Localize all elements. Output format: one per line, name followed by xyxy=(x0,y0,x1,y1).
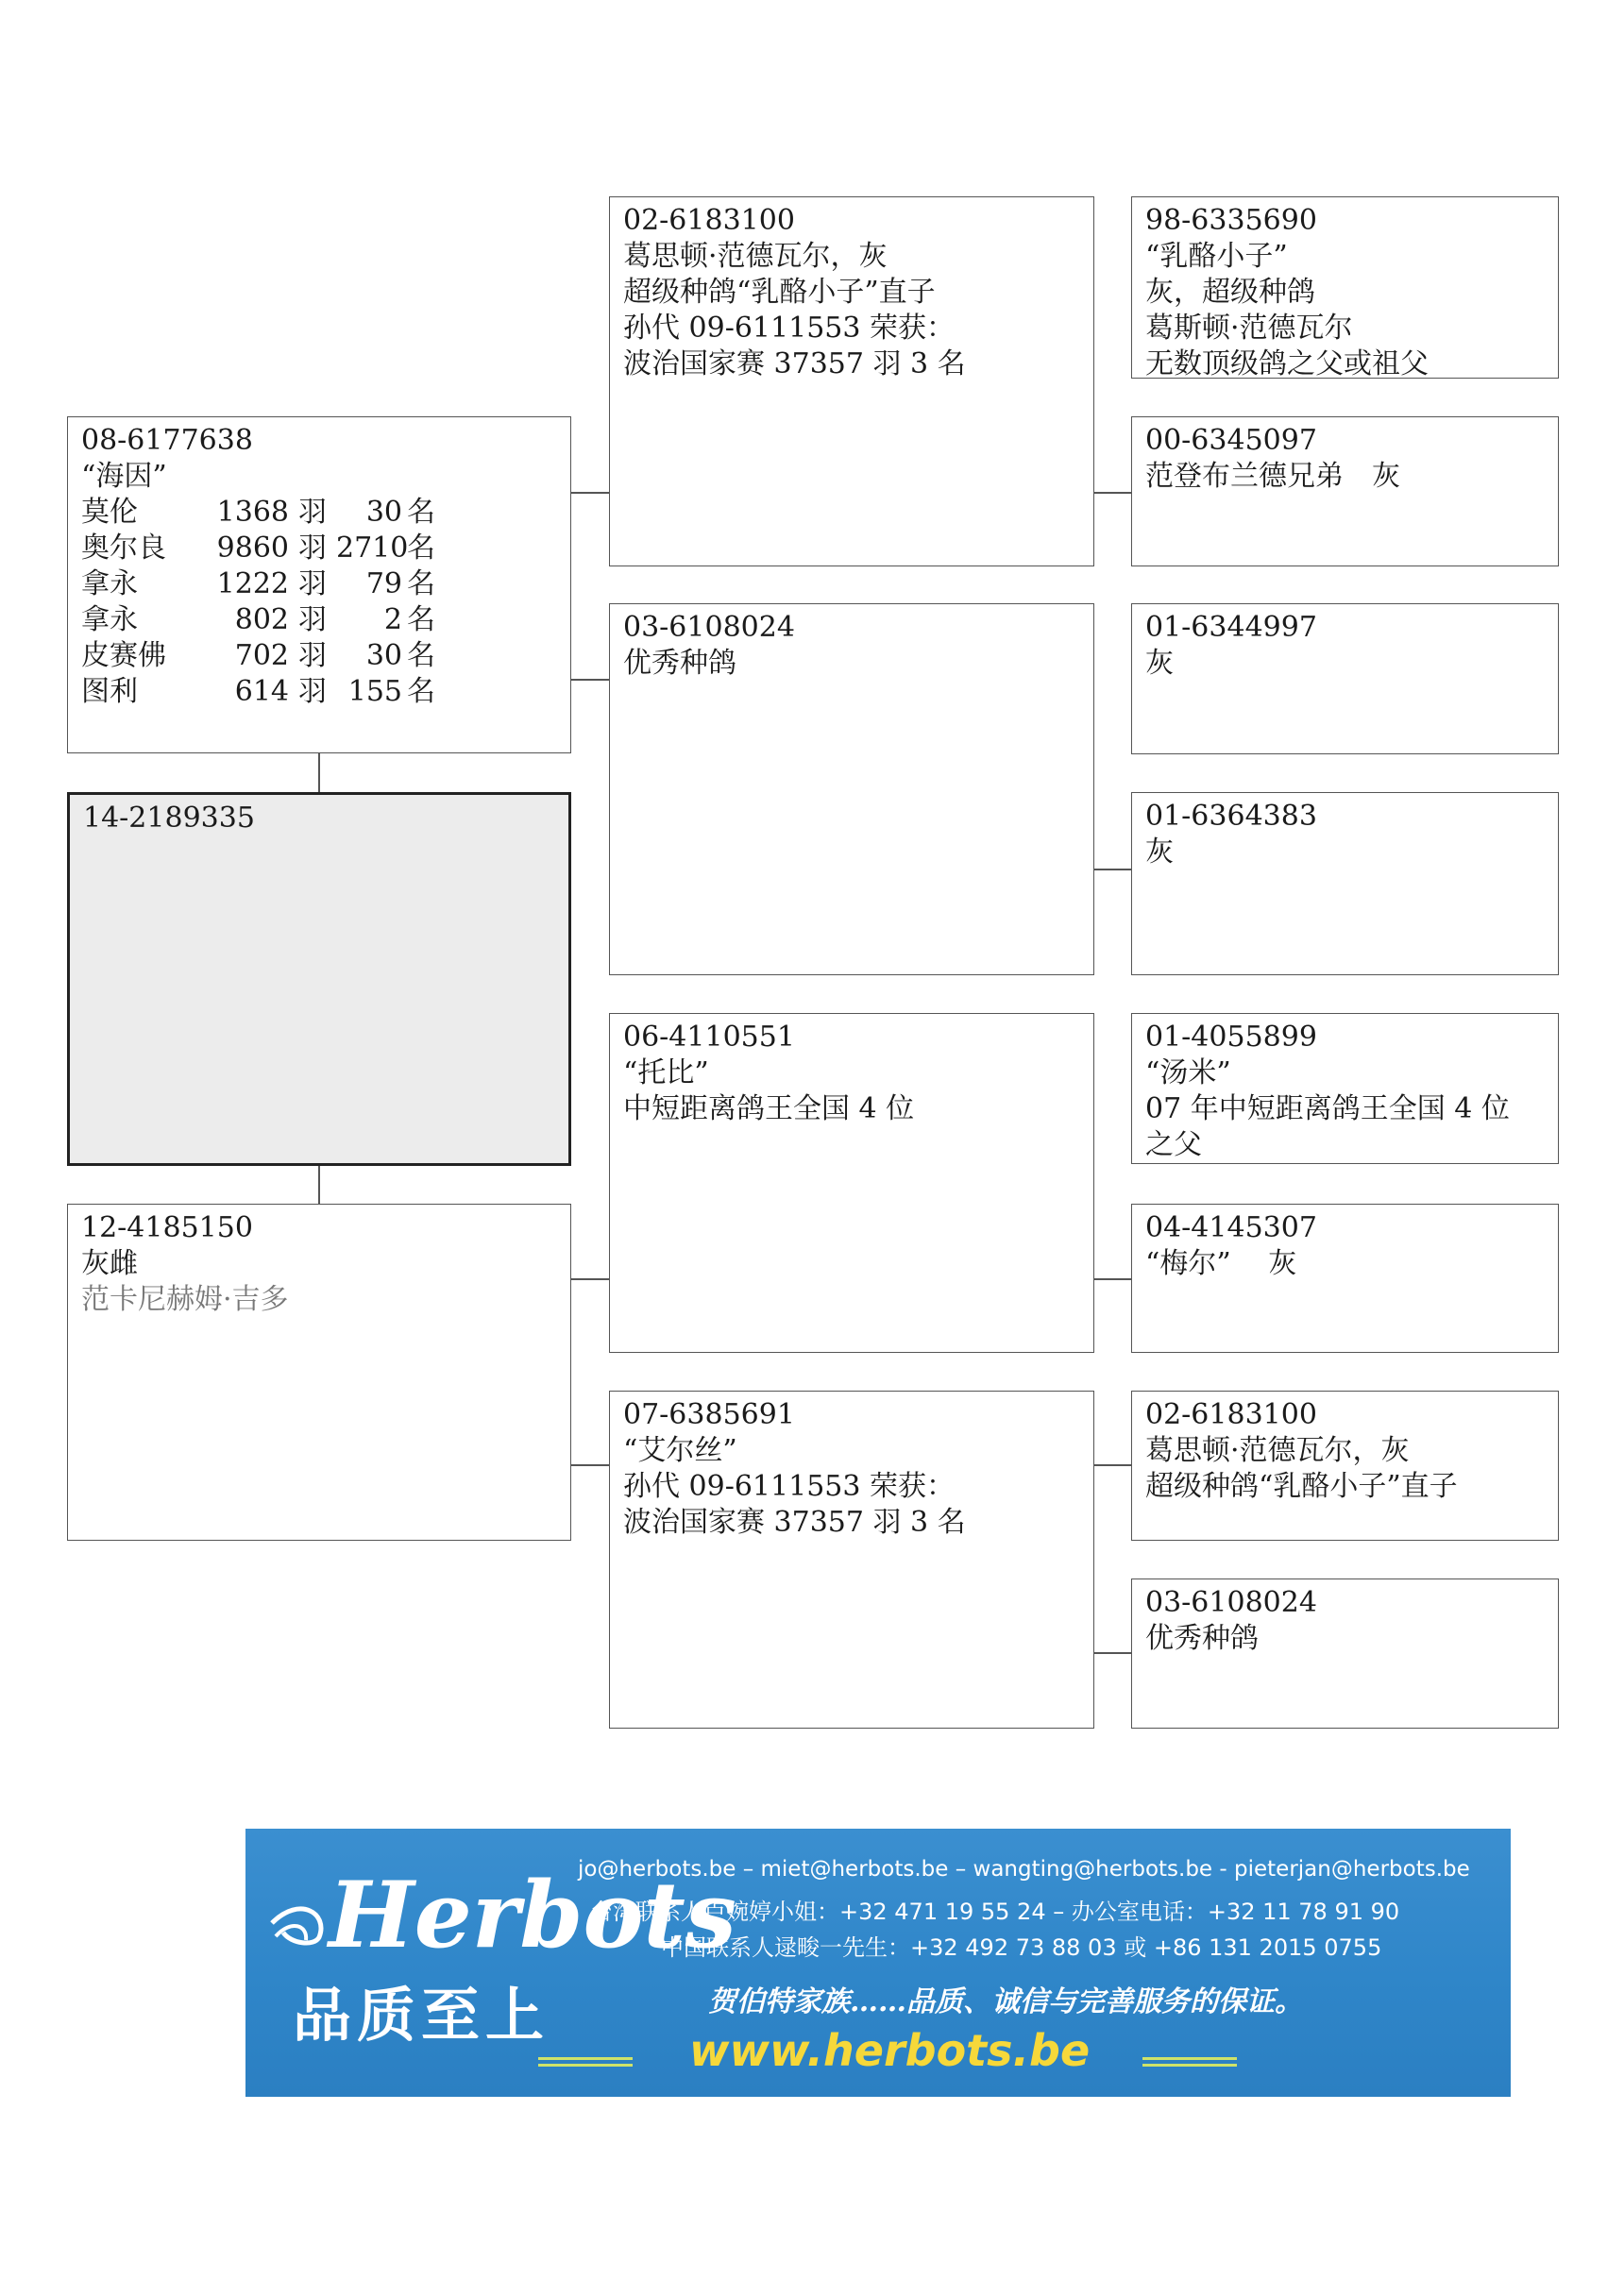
connector-gen2-horizontal xyxy=(1094,492,1131,494)
result-suffix: 名 xyxy=(407,496,435,529)
sire-sire-line: 波治国家赛 37357 羽 3 名 xyxy=(623,347,966,380)
dam-sire-line: “托比” xyxy=(623,1056,709,1089)
ddd-card xyxy=(1131,1578,1559,1729)
connector-dam-horizontal xyxy=(571,1464,609,1466)
dam-dam-line: 波治国家赛 37357 羽 3 名 xyxy=(623,1506,966,1539)
result-birds: 702 xyxy=(234,639,289,672)
result-birds: 802 xyxy=(234,603,289,636)
sire-name: “海因” xyxy=(81,460,167,493)
result-rank: 79 xyxy=(365,567,402,600)
sds-card xyxy=(1131,603,1559,754)
result-place: 奥尔良 xyxy=(81,532,166,565)
taiwan-contact: 台湾联系人卢婉婷小姐：+32 471 19 55 24 – 办公室电话：+32 11 78 91 90 xyxy=(590,1899,1400,1925)
contact-emails: jo@herbots.be – miet@herbots.be – wangting@herbots.be - pieterjan@herbots.be xyxy=(578,1857,1470,1882)
connector-gen2-horizontal xyxy=(1094,1278,1131,1280)
sire-sire-card xyxy=(609,196,1094,566)
sire-sire-line: 孙代 09-6111553 荣获： xyxy=(623,312,955,345)
sdd-line: 灰 xyxy=(1145,836,1174,869)
result-rank: 155 xyxy=(347,675,402,708)
tagline: 贺伯特家族……品质、诚信与完善服务的保证。 xyxy=(708,1985,1303,2018)
sire-card xyxy=(67,416,571,753)
dam-card xyxy=(67,1204,571,1541)
result-unit: 羽 xyxy=(298,532,327,565)
result-rank: 30 xyxy=(365,496,402,529)
sdd-card xyxy=(1131,792,1559,975)
sire-dam-card xyxy=(609,603,1094,975)
dss-card xyxy=(1131,1013,1559,1164)
result-rank: 30 xyxy=(365,639,402,672)
connector-subject-dam xyxy=(318,1166,320,1204)
result-place: 拿永 xyxy=(81,567,138,600)
connector-gen2-horizontal xyxy=(1094,1652,1131,1654)
subject-card xyxy=(67,792,571,1166)
dam-sire-card xyxy=(609,1013,1094,1353)
sss-line: “乳酪小子” xyxy=(1145,240,1288,273)
result-suffix: 名 xyxy=(407,567,435,600)
dam-dam-line: 孙代 09-6111553 荣获： xyxy=(623,1470,955,1503)
dam-sire-line: 中短距离鸽王全国 4 位 xyxy=(623,1092,915,1125)
sire-sire-line: 超级种鸽“乳酪小子”直子 xyxy=(623,276,936,309)
connector-sire-horizontal xyxy=(571,492,609,494)
decorative-lines-right xyxy=(1142,2057,1237,2067)
connector-subject-sire xyxy=(318,753,320,792)
dss-line: 07 年中短距离鸽王全国 4 位 xyxy=(1145,1092,1510,1125)
ddd-ring: 03-6108024 xyxy=(1145,1586,1317,1619)
sss-line: 葛斯顿·范德瓦尔 xyxy=(1145,312,1353,345)
sire-dam-ring: 03-6108024 xyxy=(623,611,795,644)
subject-ring: 14-2189335 xyxy=(83,802,255,835)
china-contact: 中国联系人逯畯一先生：+32 492 73 88 03 或 +86 131 2015 0755 xyxy=(661,1934,1382,1961)
website-link[interactable]: www.herbots.be xyxy=(689,2025,1091,2076)
result-rank: 2 xyxy=(383,603,402,636)
result-unit: 羽 xyxy=(298,567,327,600)
connector-dam-horizontal xyxy=(571,1278,609,1280)
dds-ring: 02-6183100 xyxy=(1145,1398,1317,1431)
ssd-card xyxy=(1131,416,1559,566)
dam-breeder: 范卡尼赫姆·吉多 xyxy=(81,1283,289,1316)
sire-sire-ring: 02-6183100 xyxy=(623,204,795,237)
result-birds: 614 xyxy=(234,675,289,708)
result-place: 拿永 xyxy=(81,603,138,636)
result-suffix: 名 xyxy=(407,675,435,708)
result-suffix: 名 xyxy=(407,532,435,565)
sire-results xyxy=(81,495,557,710)
result-unit: 羽 xyxy=(298,639,327,672)
dss-line: “汤米” xyxy=(1145,1056,1231,1089)
result-place: 图利 xyxy=(81,675,138,708)
logo-text: Herbots xyxy=(329,1862,736,1968)
dam-color-sex: 灰雌 xyxy=(81,1247,138,1280)
dam-dam-line: “艾尔丝” xyxy=(623,1434,737,1467)
result-suffix: 名 xyxy=(407,603,435,636)
dss-line: 之父 xyxy=(1145,1128,1202,1161)
result-unit: 羽 xyxy=(298,675,327,708)
sss-line: 无数顶级鸽之父或祖父 xyxy=(1145,347,1429,380)
result-unit: 羽 xyxy=(298,496,327,529)
result-unit: 羽 xyxy=(298,603,327,636)
dsd-ring: 04-4145307 xyxy=(1145,1211,1317,1244)
herbots-banner xyxy=(245,1829,1511,2097)
brand-slogan: 品质至上 xyxy=(293,1981,550,2050)
result-suffix: 名 xyxy=(407,639,435,672)
dsd-line: “梅尔” 灰 xyxy=(1145,1247,1297,1280)
sire-ring: 08-6177638 xyxy=(81,424,253,457)
connector-gen2-horizontal xyxy=(1094,1464,1131,1466)
dam-sire-ring: 06-4110551 xyxy=(623,1021,795,1054)
result-birds: 1222 xyxy=(216,567,289,600)
ddd-line: 优秀种鸽 xyxy=(1145,1622,1259,1655)
dds-line: 超级种鸽“乳酪小子”直子 xyxy=(1145,1470,1458,1503)
dds-card xyxy=(1131,1391,1559,1541)
result-birds: 1368 xyxy=(216,496,289,529)
dss-ring: 01-4055899 xyxy=(1145,1021,1317,1054)
sss-line: 灰，超级种鸽 xyxy=(1145,276,1315,309)
decorative-lines-left xyxy=(538,2057,633,2067)
sire-dam-line: 优秀种鸽 xyxy=(623,647,736,680)
result-rank: 2710 xyxy=(336,532,409,565)
dds-line: 葛思顿·范德瓦尔，灰 xyxy=(1145,1434,1410,1467)
ssd-line: 范登布兰德兄弟 灰 xyxy=(1145,460,1400,493)
dam-dam-card xyxy=(609,1391,1094,1729)
result-place: 莫伦 xyxy=(81,496,138,529)
sds-ring: 01-6344997 xyxy=(1145,611,1317,644)
dam-ring: 12-4185150 xyxy=(81,1211,253,1244)
dsd-card xyxy=(1131,1204,1559,1353)
sire-sire-line: 葛思顿·范德瓦尔，灰 xyxy=(623,240,888,273)
sss-card xyxy=(1131,196,1559,379)
ssd-ring: 00-6345097 xyxy=(1145,424,1317,457)
sds-line: 灰 xyxy=(1145,647,1174,680)
sss-ring: 98-6335690 xyxy=(1145,204,1317,237)
connector-gen2-horizontal xyxy=(1094,869,1131,870)
connector-sire-horizontal xyxy=(571,679,609,681)
dam-dam-ring: 07-6385691 xyxy=(623,1398,795,1431)
sdd-ring: 01-6364383 xyxy=(1145,800,1317,833)
result-birds: 9860 xyxy=(216,532,289,565)
result-place: 皮赛佛 xyxy=(81,639,166,672)
